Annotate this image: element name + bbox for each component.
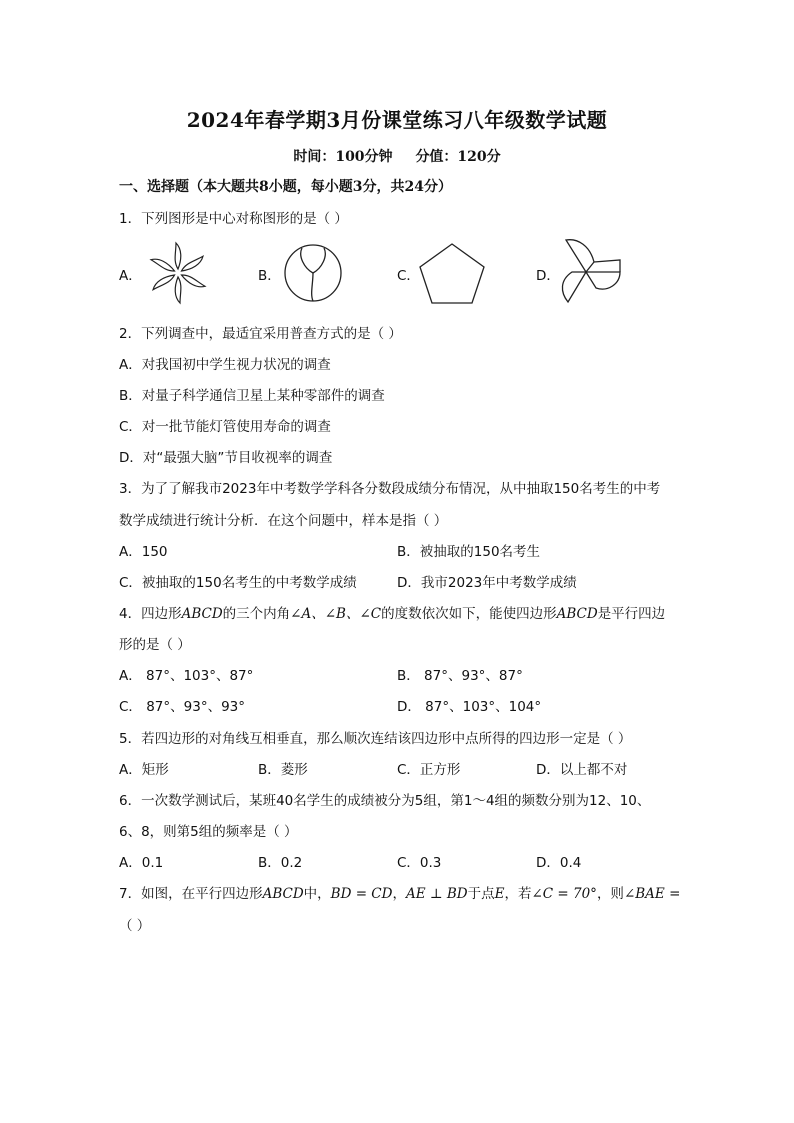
- parallelogram-abcd: ABCD: [262, 886, 304, 902]
- q4-stem-line1: 4．四边形ABCD的三个内角∠A、∠B、∠C的度数依次如下，能使四边形ABCD是平行四边: [119, 606, 666, 622]
- q3-option-c: C．被抽取的150名考生的中考数学成绩: [119, 575, 357, 591]
- exam-info: [0, 146, 794, 166]
- q4-option-d: D． 87°、103°、104°: [397, 699, 542, 715]
- q2-option-a: A．对我国初中学生视力状况的调查: [119, 357, 331, 373]
- pinwheel-figure: [140, 240, 216, 306]
- q3-option-a: A．150: [119, 544, 168, 560]
- q6-stem-line2: 6、8，则第5组的频率是（ ）: [119, 824, 298, 840]
- point-e: E: [494, 886, 505, 902]
- q1-label-d: D．: [536, 268, 560, 284]
- q7-stem-line2: （ ）: [119, 918, 151, 934]
- q2-option-c: C．对一批节能灯管使用寿命的调查: [119, 419, 331, 435]
- q4-option-b: B． 87°、93°、87°: [397, 668, 523, 684]
- q1-label-b: B．: [258, 268, 281, 284]
- q6-stem-line1: 6．一次数学测试后，某班40名学生的成绩被分为5组，第1～4组的频数分别为12、10、: [119, 793, 651, 809]
- q4-option-a: A． 87°、103°、87°: [119, 668, 254, 684]
- q4-option-c: C． 87°、93°、93°: [119, 699, 246, 715]
- q6-option-d: D．0.4: [536, 855, 582, 871]
- q7-stem-line1: 7．如图，在平行四边形ABCD中，BD = CD，AE ⊥ BD于点E，若∠C = 70°，则∠BAE =: [119, 886, 681, 902]
- quad-abcd: ABCD: [181, 606, 223, 622]
- q3-stem-line2: 数学成绩进行统计分析．在这个问题中，样本是指（ ）: [119, 513, 448, 529]
- q3-option-b: B．被抽取的150名考生: [397, 544, 541, 560]
- q5-option-c: C．正方形: [397, 762, 461, 778]
- q5-option-b: B．菱形: [258, 762, 308, 778]
- q1-label-c: C．: [397, 268, 420, 284]
- q3-stem-line1: 3．为了了解我市2023年中考数学学科各分数段成绩分布情况，从中抽取150名考生的中考: [119, 481, 661, 497]
- q5-option-a: A．矩形: [119, 762, 169, 778]
- angles-abc: ∠A、∠B、∠C: [290, 606, 382, 622]
- q2-stem: 2．下列调查中，最适宜采用普查方式的是（ ）: [119, 326, 402, 342]
- q4-stem-line2: 形的是（ ）: [119, 637, 191, 653]
- page-title: 2024年春学期3月份课堂练习八年级数学试题: [186, 108, 608, 132]
- exam-time: 时间：100分钟: [293, 149, 393, 165]
- q6-option-b: B．0.2: [258, 855, 303, 871]
- circle-three-arcs-figure: [280, 242, 346, 304]
- section-heading: 一、选择题（本大题共8小题，每小题3分，共24分）: [119, 179, 452, 195]
- q6-option-a: A．0.1: [119, 855, 164, 871]
- q1-label-a: A．: [119, 268, 142, 284]
- q1-stem: 1．下列图形是中心对称图形的是（ ）: [119, 211, 348, 227]
- cond-ae-perp-bd: AE ⊥ BD: [405, 886, 468, 902]
- exam-score: 分值：120分: [415, 149, 501, 165]
- q2-option-d: D．对“最强大脑”节目收视率的调查: [119, 450, 333, 466]
- q5-option-d: D．以上都不对: [536, 762, 628, 778]
- cond-bd-cd: BD = CD: [330, 886, 393, 902]
- cond-angle-c: ∠C = 70°: [531, 886, 597, 902]
- three-blade-figure: [556, 236, 626, 308]
- q3-option-d: D．我市2023年中考数学成绩: [397, 575, 577, 591]
- q6-option-c: C．0.3: [397, 855, 442, 871]
- q2-option-b: B．对量子科学通信卫星上某种零部件的调查: [119, 388, 385, 404]
- angle-bae: ∠BAE =: [623, 886, 681, 902]
- q5-stem: 5．若四边形的对角线互相垂直，那么顺次连结该四边形中点所得的四边形一定是（ ）: [119, 731, 632, 747]
- pentagon-figure: [416, 240, 488, 306]
- quad-abcd-2: ABCD: [556, 606, 598, 622]
